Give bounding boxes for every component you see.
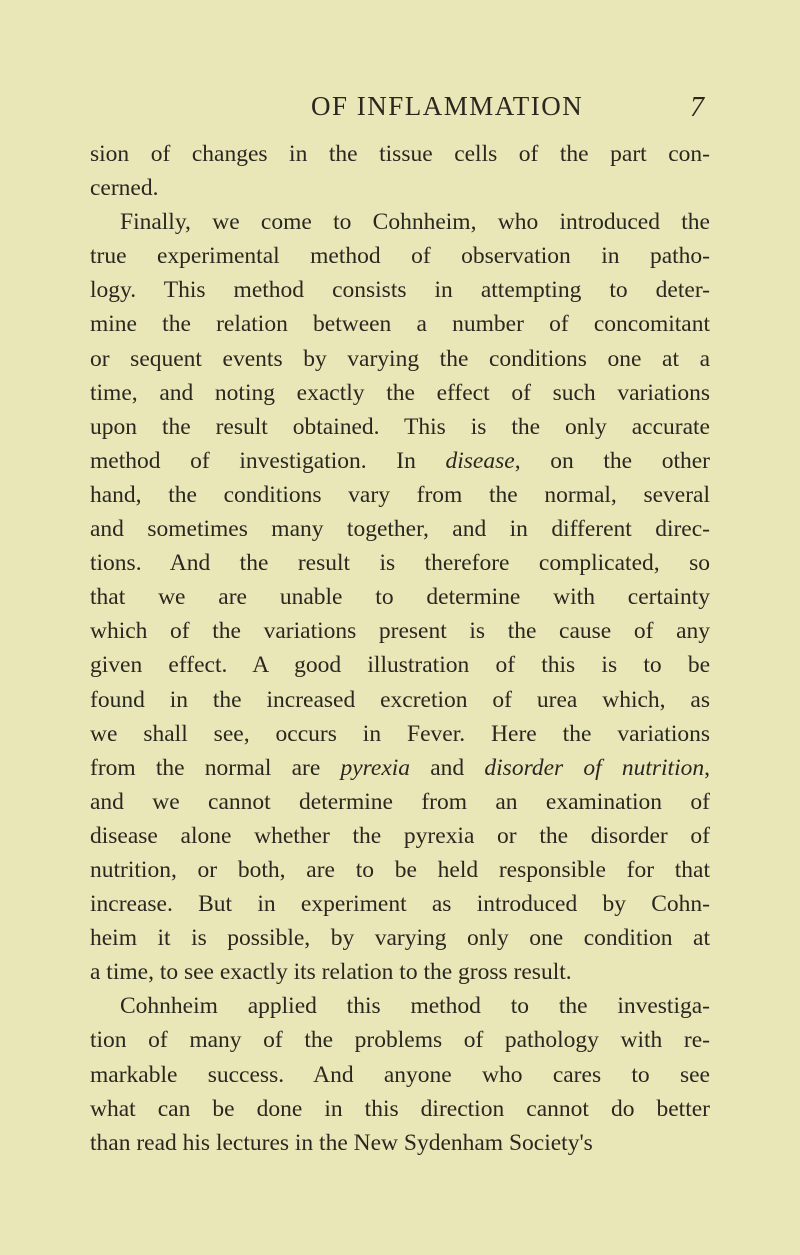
text-segment: and we cannot determine from an examination of [90, 788, 710, 815]
text-segment: a time, to see exactly its relation to the gross result. [90, 959, 572, 986]
text-line [90, 512, 710, 546]
text-line [90, 921, 710, 955]
text-segment: tion of many of the problems of pathology with re- [90, 1027, 710, 1054]
text-line [90, 683, 710, 717]
text-segment: , on the other [514, 447, 710, 474]
text-line [90, 273, 710, 307]
text-line [90, 546, 710, 580]
text-line [90, 342, 710, 376]
text-line [90, 307, 710, 341]
text-segment: hand, the conditions vary from the normal, several [90, 481, 710, 508]
text-line [90, 478, 710, 512]
text-line [90, 785, 710, 819]
text-line [90, 648, 710, 682]
text-line [90, 717, 710, 751]
text-segment: sion of changes in the tissue cells of the part con- [90, 141, 710, 167]
text-segment: and [410, 754, 485, 781]
text-segment: true experimental method of observation in patho- [90, 243, 710, 270]
body-text [90, 137, 710, 1160]
text-segment: we shall see, occurs in Fever. Here the variations [90, 720, 710, 747]
text-line [90, 1058, 710, 1092]
text-segment: from the normal are [90, 754, 341, 781]
text-segment: increase. But in experiment as introduced by Cohn- [90, 891, 710, 918]
text-segment: which of the variations present is the cause of any [90, 618, 710, 645]
text-segment: , [704, 754, 710, 781]
text-segment: and sometimes many together, and in different direc- [90, 516, 710, 543]
text-segment: than read his lectures in the New Sydenham Society's [90, 1129, 593, 1156]
text-segment: cerned. [90, 175, 159, 202]
text-segment: logy. This method consists in attempting to deter- [90, 277, 710, 304]
text-line [90, 376, 710, 410]
text-line [90, 444, 710, 478]
text-line [90, 853, 710, 887]
text-line [90, 1023, 710, 1057]
text-line [90, 989, 710, 1023]
text-segment: Finally, we come to Cohnheim, who introduced the [120, 209, 710, 236]
text-segment: upon the result obtained. This is the only accurate [90, 413, 710, 440]
text-segment: markable success. And anyone who cares to see [90, 1061, 710, 1088]
text-line [90, 580, 710, 614]
text-line [90, 171, 710, 205]
text-segment: disease alone whether the pyrexia or the disorder of [90, 822, 710, 849]
page-number: 7 [690, 92, 704, 123]
text-line [90, 887, 710, 921]
text-segment: mine the relation between a number of concomitant [90, 311, 710, 338]
text-segment: tions. And the result is therefore complicated, so [90, 550, 710, 577]
italic-text: pyrexia [340, 754, 411, 781]
italic-text: disorder of nutrition [484, 754, 705, 781]
text-line [90, 205, 710, 239]
text-segment: method of investigation. In [90, 447, 446, 474]
running-head: OF INFLAMMATION [311, 91, 584, 121]
text-line [90, 410, 710, 444]
italic-text: disease [445, 447, 515, 474]
text-line [90, 1092, 710, 1126]
text-segment: heim it is possible, by varying only one condition at [90, 925, 710, 952]
text-line [90, 751, 710, 785]
text-line [90, 137, 710, 171]
text-segment: what can be done in this direction cannot do better [90, 1095, 710, 1122]
text-segment: Cohnheim applied this method to the investiga- [120, 993, 710, 1020]
text-segment: nutrition, or both, are to be held responsible for that [90, 856, 710, 883]
text-segment: or sequent events by varying the conditions one at a [90, 345, 710, 372]
text-segment: found in the increased excretion of urea which, as [90, 686, 710, 713]
text-line [90, 614, 710, 648]
text-line [90, 819, 710, 853]
text-segment: time, and noting exactly the effect of such variations [90, 379, 710, 406]
text-line [90, 1126, 710, 1160]
text-line [90, 955, 710, 989]
page-header [0, 86, 800, 126]
text-segment: given effect. A good illustration of this is to be [90, 652, 710, 679]
text-line [90, 239, 710, 273]
text-segment: that we are unable to determine with certainty [90, 584, 710, 611]
